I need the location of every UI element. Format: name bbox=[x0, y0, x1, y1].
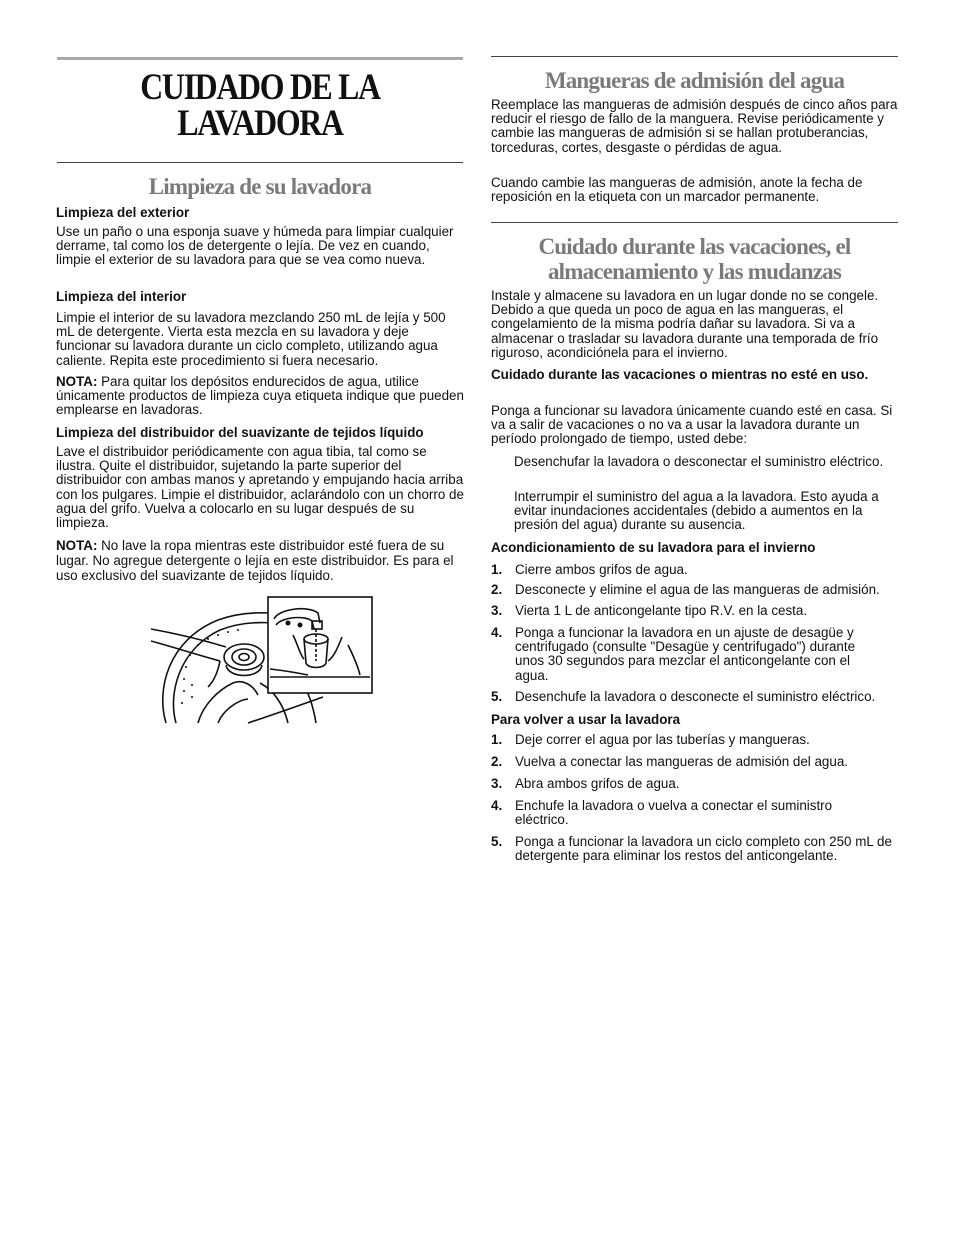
page-title-line-1: CUIDADO DE LA bbox=[140, 67, 380, 108]
reuse-step-text: Ponga a funcionar la lavadora un ciclo completo con 250 mL de detergente para eliminar los restos del anticongelante. bbox=[515, 834, 892, 864]
winter-step-number: 3. bbox=[491, 603, 503, 618]
winter-step-text: Desconecte y elimine el agua de las mangueras de admisión. bbox=[515, 582, 880, 597]
reuse-step-text: Deje correr el agua por las tuberías y mangueras. bbox=[515, 732, 810, 747]
vacation-bullet-2: Interrumpir el suministro del agua a la lavadora. Esto ayuda a evitar inundaciones accidentales (debido a aumentos en la presión del agua) durante su ausencia. bbox=[514, 489, 879, 533]
winter-step-text: Vierta 1 L de anticongelante tipo R.V. en la cesta. bbox=[515, 603, 808, 618]
section-title-cleaning: Limpieza de su lavadora bbox=[148, 174, 372, 199]
winter-step-text: Desenchufe la lavadora o desconecte el suministro eléctrico. bbox=[515, 689, 876, 704]
reuse-step-text: Enchufe la lavadora o vuelva a conectar el suministro eléctrico. bbox=[515, 798, 833, 828]
section-title-vacation bbox=[491, 234, 898, 284]
section-title-vacation-line-2: almacenamiento y las mudanzas bbox=[547, 259, 842, 284]
vacation-text: Instale y almacene su lavadora en un lugar donde no se congele. Debido a que queda un poco de agua en las mangueras, el congelamiento de la misma podría dañar su lavadora. Si va a almacenar o trasladar su lavadora durante una temporada de frío riguroso, acondiciónela para el invierno. bbox=[491, 288, 879, 360]
interior-text: Limpie el interior de su lavadora mezclando 250 mL de lejía y 500 mL de detergente. Vierta esta mezcla en su lavadora y deje funcionar su lavadora durante un ciclo completo, utilizando agua caliente. Repita este procedimiento si fuera necesario. bbox=[56, 310, 446, 368]
dispenser-note bbox=[56, 538, 464, 583]
note-text: Para quitar los depósitos endurecidos de agua, utilice únicamente productos de limpieza cuya etiqueta indique que pueden emplearse en lavadoras. bbox=[56, 374, 464, 418]
exterior-text: Use un paño o una esponja suave y húmeda para limpiar cualquier derrame, tal como los de detergente o lejía. De vez en cuando, limpie el exterior de su lavadora para que se vea como nueva. bbox=[56, 224, 454, 268]
page-title bbox=[85, 67, 434, 144]
reuse-heading: Para volver a usar la lavadora bbox=[491, 712, 681, 727]
winter-step-number: 2. bbox=[491, 582, 503, 597]
vacation-subtext: Ponga a funcionar su lavadora únicamente cuando esté en casa. Si va a salir de vacaciones o no va a usar la lavadora durante un período prolongado de tiempo, usted debe: bbox=[491, 403, 893, 447]
section-rule-cleaning bbox=[57, 162, 463, 163]
winter-heading: Acondicionamiento de su lavadora para el invierno bbox=[491, 540, 816, 555]
winter-step-number: 5. bbox=[491, 689, 503, 704]
reuse-step-text: Vuelva a conectar las mangueras de admisión del agua. bbox=[515, 754, 848, 769]
hoses-text-1: Reemplace las mangueras de admisión después de cinco años para reducir el riesgo de fallo de la manguera. Revise periódicamente y cambie las mangueras de admisión si se hallan protuberancias, torceduras, cortes, desgaste o pérdidas de agua. bbox=[491, 97, 898, 155]
reuse-step-number: 3. bbox=[491, 776, 503, 791]
winter-step-text: Ponga a funcionar la lavadora en un ajuste de desagüe y centrifugado (consulte "Desagüe y centrifugado") durante unos 30 segundos para mezclar el anticongelante con el agua. bbox=[515, 625, 856, 683]
winter-step-number: 1. bbox=[491, 562, 503, 577]
hoses-text-2: Cuando cambie las mangueras de admisión, anote la fecha de reposición en la etiqueta con un marcador permanente. bbox=[491, 175, 863, 205]
top-rule-left bbox=[57, 57, 463, 60]
interior-heading: Limpieza del interior bbox=[56, 289, 187, 304]
section-title-hoses: Mangueras de admisión del agua bbox=[544, 68, 845, 93]
page-title-line-2: LAVADORA bbox=[177, 103, 343, 144]
note-label: NOTA: bbox=[56, 538, 98, 553]
winter-step-number: 4. bbox=[491, 625, 503, 640]
dispenser-text: Lave el distribuidor periódicamente con agua tibia, tal como se ilustra. Quite el distribuidor, sujetando la parte superior del distribuidor con ambas manos y apretando y empujando hacia arriba con los pulgares. Limpie el distribuidor, aclarándolo con un chorro de agua del grifo. Vuelva a colocarlo en su lugar después de su limpieza. bbox=[56, 444, 464, 531]
reuse-step-number: 1. bbox=[491, 732, 503, 747]
section-title-vacation-line-1: Cuidado durante las vacaciones, el bbox=[538, 234, 851, 259]
vacation-subheading: Cuidado durante las vacaciones o mientras no esté en uso. bbox=[491, 367, 869, 382]
dispenser-cleaning-illustration bbox=[148, 595, 376, 725]
interior-note bbox=[56, 375, 464, 418]
reuse-step-number: 4. bbox=[491, 798, 503, 813]
note-text: No lave la ropa mientras este distribuidor esté fuera de su lugar. No agregue detergente o lejía en este distribuidor. Es para el uso exclusivo del suavizante de tejidos líquido. bbox=[56, 538, 454, 583]
reuse-step-number: 2. bbox=[491, 754, 503, 769]
exterior-heading: Limpieza del exterior bbox=[56, 205, 190, 220]
winter-step-text: Cierre ambos grifos de agua. bbox=[515, 562, 688, 577]
section-rule-vacation bbox=[491, 222, 898, 223]
reuse-step-text: Abra ambos grifos de agua. bbox=[515, 776, 680, 791]
reuse-step-number: 5. bbox=[491, 834, 503, 849]
section-rule-hoses bbox=[491, 56, 898, 57]
dispenser-heading: Limpieza del distribuidor del suavizante de tejidos líquido bbox=[56, 425, 424, 440]
vacation-bullet-1: Desenchufar la lavadora o desconectar el suministro eléctrico. bbox=[514, 454, 884, 469]
note-label: NOTA: bbox=[56, 374, 98, 389]
